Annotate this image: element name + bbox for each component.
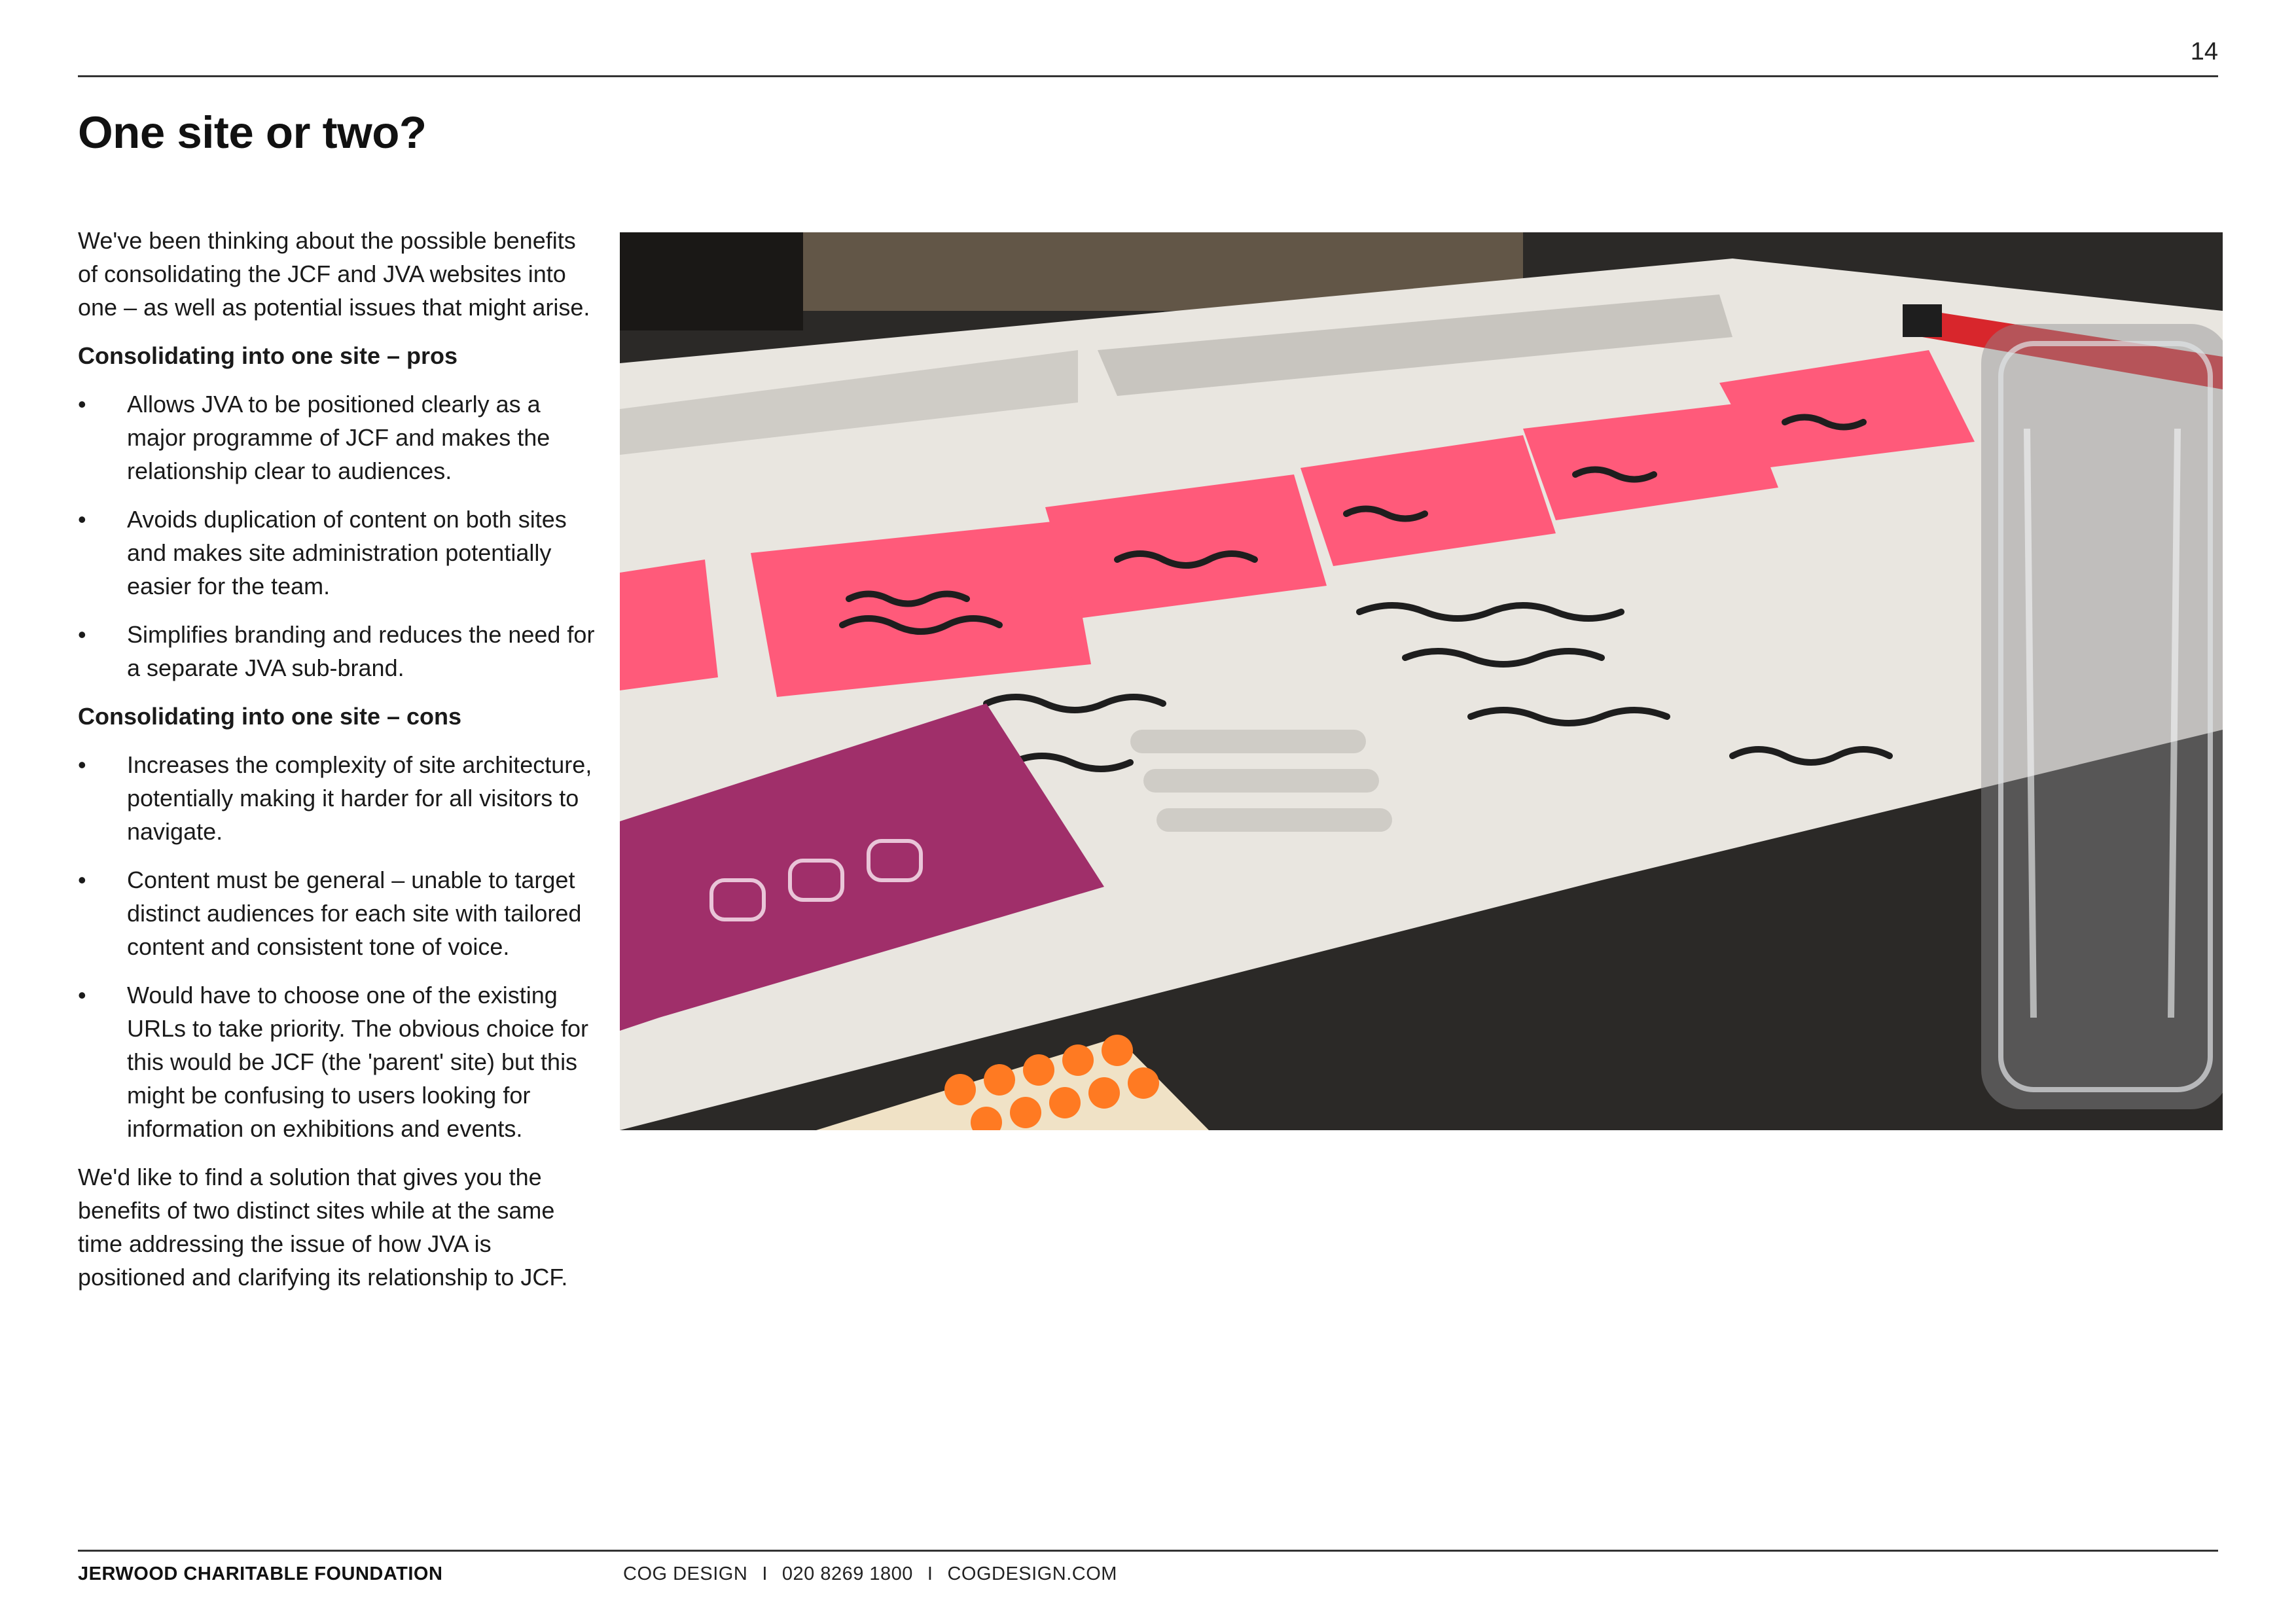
footer-divider xyxy=(78,1550,2218,1552)
list-item xyxy=(78,387,601,488)
page-title: One site or two? xyxy=(78,107,427,158)
cons-list xyxy=(78,748,601,1145)
list-item xyxy=(78,748,601,848)
list-item-text: Increases the complexity of site architecture, potentially making it harder for all visitors to navigate. xyxy=(127,751,592,845)
intro-paragraph: We've been thinking about the possible benefits of consolidating the JCF and JVA websites into one – as well as potential issues that might arise. xyxy=(78,227,590,321)
footer-separator: I xyxy=(927,1563,933,1584)
footer-phone: 020 8269 1800 xyxy=(781,1563,913,1584)
list-item xyxy=(78,863,601,963)
list-item xyxy=(78,503,601,603)
bullet-icon: • xyxy=(78,982,86,1008)
background-dark xyxy=(620,232,803,330)
list-item-text: Allows JVA to be positioned clearly as a major programme of JCF and makes the relationship clear to audiences. xyxy=(127,391,550,484)
page-number: 14 xyxy=(2190,38,2218,65)
pros-heading: Consolidating into one site – pros xyxy=(78,342,458,369)
footer-agency: COG DESIGN xyxy=(623,1563,748,1584)
list-item xyxy=(78,618,601,685)
list-item-text: Avoids duplication of content on both sites and makes site administration potentially easier for the team. xyxy=(127,506,567,599)
pros-list xyxy=(78,387,601,685)
bullet-icon: • xyxy=(78,506,86,533)
list-item-text: Would have to choose one of the existing URLs to take priority. The obvious choice for this would be JCF (the 'parent' site) but this might be confusing to users looking for information on exhibitions and events. xyxy=(127,982,588,1142)
cons-heading: Consolidating into one site – cons xyxy=(78,703,462,730)
tag-pill xyxy=(1143,769,1379,793)
header-divider xyxy=(78,75,2218,77)
tag-pill xyxy=(1157,808,1392,832)
sticky-note xyxy=(620,560,718,690)
footer-separator: I xyxy=(762,1563,768,1584)
drinking-glass xyxy=(1981,324,2223,1109)
list-item xyxy=(78,978,601,1145)
workshop-photo-illustration xyxy=(620,232,2223,1130)
workshop-photo xyxy=(620,232,2223,1130)
footer-website: COGDESIGN.COM xyxy=(947,1563,1117,1584)
list-item-text: Simplifies branding and reduces the need for a separate JVA sub-brand. xyxy=(127,621,595,681)
conclusion-paragraph: We'd like to find a solution that gives you the benefits of two distinct sites while at the same time addressing the issue of how JVA is positioned and clarifying its relationship to JCF. xyxy=(78,1164,568,1291)
list-item-text: Content must be general – unable to target distinct audiences for each site with tailored content and consistent tone of voice. xyxy=(127,866,582,960)
footer-organisation: JERWOOD CHARITABLE FOUNDATION xyxy=(78,1563,443,1584)
tag-pill xyxy=(1130,730,1366,753)
bullet-icon: • xyxy=(78,751,86,778)
bullet-icon: • xyxy=(78,866,86,893)
bullet-icon: • xyxy=(78,621,86,648)
marker-cap xyxy=(1903,304,1942,337)
bullet-icon: • xyxy=(78,391,86,418)
body-text-column xyxy=(78,224,601,1309)
footer-contact xyxy=(623,1563,1117,1585)
